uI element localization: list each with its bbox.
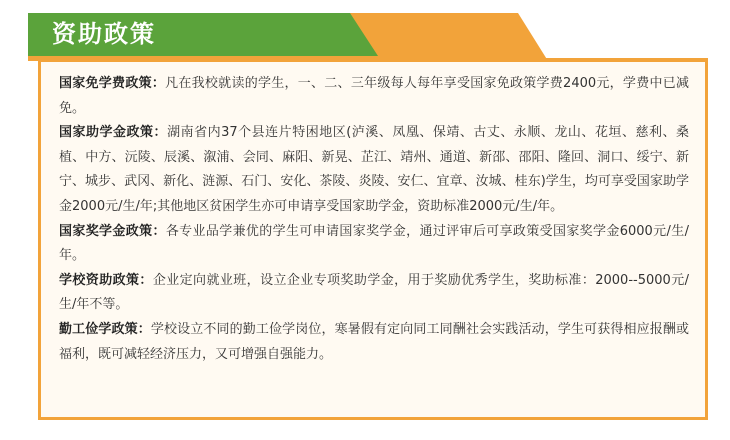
policy-text: 各专业品学兼优的学生可申请国家奖学金，通过评审后可享政策受国家奖学金6000元/生/年。	[59, 223, 689, 264]
policy-work-study	[59, 318, 689, 367]
policy-school-aid	[59, 269, 689, 318]
policy-text: 企业定向就业班，设立企业专项奖助学金，用于奖励优秀学生，奖助标准：2000--5000元/生/年不等。	[59, 272, 689, 313]
policy-tuition-exemption	[59, 72, 689, 121]
policy-national-scholarship	[59, 220, 689, 269]
policy-title: 国家免学费政策：	[59, 76, 166, 91]
policy-content-box	[38, 58, 708, 420]
policy-text: 凡在我校就读的学生，一、二、三年级每人每年享受国家免政策学费2400元，学费中已减免。	[59, 76, 689, 116]
policy-text: 湖南省内37个县连片特困地区(泸溪、凤凰、保靖、古丈、永顺、龙山、花垣、慈利、桑植、中方、沅陵、辰溪、溆浦、会同、麻阳、新晃、芷江、靖州、通道、新邵、邵阳、隆回、洞口、绥宁、新宁、城步、武冈、新化、涟源、石门、安化、茶陵、炎陵、安仁、宜章、汝城、桂东)学生，均可享受国家助学金2000元/生/年;其他地区贫困学生亦可申请享受国家助学金，资助标准2000元/生/年。	[59, 125, 689, 214]
policy-title: 勤工俭学政策：	[59, 321, 151, 337]
policy-title: 国家奖学金政策：	[59, 223, 166, 239]
policy-national-grant	[59, 121, 689, 219]
policy-title: 学校资助政策：	[59, 272, 153, 288]
section-title: 资助政策	[52, 20, 156, 48]
policy-text: 学校设立不同的勤工俭学岗位，寒暑假有定向同工同酬社会实践活动，学生可获得相应报酬或福利，既可减轻经济压力，又可增强自强能力。	[59, 321, 689, 362]
policy-title: 国家助学金政策：	[59, 125, 168, 141]
